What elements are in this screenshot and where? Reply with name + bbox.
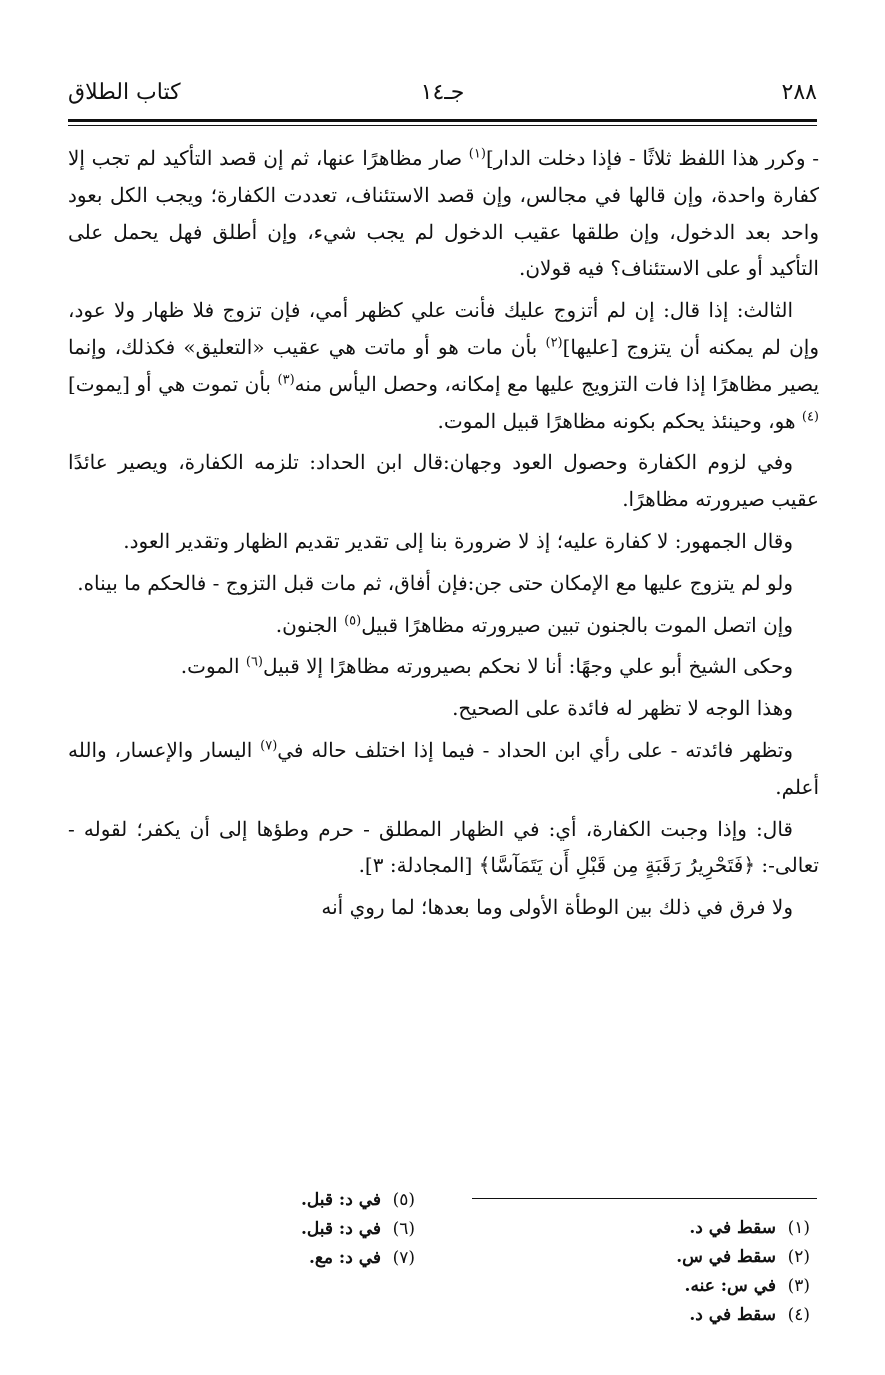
paragraph: [68, 292, 819, 439]
paragraph-text: صار مظاهرًا عنها، ثم إن قصد التأكيد لم تجب إلا كفارة واحدة، وإن قالها في مجالس، وإن قصد الاستئناف، تعددت الكفارة؛ ويجب الكل بعود واحد بعد الدخول، وإن طلقها عقيب الدخول لم يجب شيء، وإن أطلق فهل يحمل على التأكيد أو على الاستئناف؟ فيه قولان.: [68, 146, 819, 281]
paragraph: [68, 690, 819, 727]
footnote-ref: (٧): [260, 738, 278, 754]
footnote-text: في س: عنه.: [684, 1276, 776, 1296]
footnote-text: سقط في س.: [676, 1247, 776, 1267]
footnote: [510, 1272, 810, 1301]
footnote-number: (٧): [392, 1248, 415, 1268]
paragraph: [68, 523, 819, 560]
paragraph-text: وحكى الشيخ أبو علي وجهًا: أنا لا نحكم بصيرورته مظاهرًا إلا قبيل: [263, 654, 793, 679]
footnote-number: (١): [787, 1218, 810, 1238]
footnotes-left-column: [175, 1186, 415, 1273]
footnote-number: (٤): [787, 1305, 810, 1325]
footnote-number: (٥): [392, 1190, 415, 1210]
paragraph: [68, 889, 819, 926]
footnote: [175, 1215, 415, 1244]
footnote-ref: (١): [468, 146, 486, 162]
paragraph-text: ولو لم يتزوج عليها مع الإمكان حتى جن:فإن أفاق، ثم مات قبل التزوج - فالحكم ما بيناه.: [77, 570, 793, 595]
footnote: [510, 1243, 810, 1272]
paragraph-text: بأن مات هو أو ماتت هي عقيب «التعليق» فكذلك، وإنما يصير مظاهرًا إذا فات التزويج عليها مع إمكانه، وحصل اليأس منه: [68, 334, 820, 396]
paragraph-text: وهذا الوجه لا تظهر له فائدة على الصحيح.: [452, 696, 793, 721]
footnote-text: سقط في د.: [689, 1218, 776, 1238]
paragraph-text: قال: وإذا وجبت الكفارة، أي: في الظهار المطلق - حرم وطؤها إلى أن يكفر؛ لقوله - تعالى-: ﴿فَتَحْرِيرُ رَقَبَةٍ مِن قَبْلِ أَن يَتَمَآسَّا﴾ [المجادلة: ٣].: [68, 816, 819, 878]
paragraph: [68, 811, 819, 885]
page-number: ٢٨٨: [781, 80, 817, 105]
footnote-rule: [472, 1198, 817, 1199]
footnote-text: في د: قبل.: [300, 1219, 381, 1239]
footnote-ref: (٤): [801, 408, 819, 424]
footnote-number: (٦): [392, 1219, 415, 1239]
footnote-ref: (٦): [245, 654, 263, 670]
footnotes-right-column: [510, 1214, 810, 1330]
paragraph: [68, 648, 819, 685]
paragraph: [68, 732, 819, 806]
paragraph-text: وفي لزوم الكفارة وحصول العود وجهان:قال ابن الحداد: تلزمه الكفارة، ويصير عائدًا عقيب صيرورته مظاهرًا.: [68, 450, 819, 512]
footnote-ref: (٣): [277, 372, 295, 388]
header-rule-thin: [68, 125, 817, 126]
paragraph-text: وإن اتصل الموت بالجنون تبين صيرورته مظاهرًا قبيل: [361, 612, 793, 637]
paragraph-text: هو، وحينئذ يحكم بكونه مظاهرًا قبيل الموت.: [437, 408, 802, 433]
main-text: [68, 140, 819, 931]
footnote-text: سقط في د.: [689, 1305, 776, 1325]
footnote: [175, 1186, 415, 1215]
volume-label: جـ١٤: [420, 80, 465, 105]
footnote-ref: (٢): [545, 335, 563, 351]
footnote-text: في د: قبل.: [300, 1190, 381, 1210]
footnote-ref: (٥): [344, 612, 362, 628]
paragraph: [68, 444, 819, 518]
footnote: [175, 1244, 415, 1273]
paragraph-text: اليسار والإعسار، والله أعلم.: [68, 737, 819, 799]
paragraph-text: الثالث: إذا قال: إن لم أتزوج عليك فأنت علي كظهر أمي، فإن تزوج فلا ظهار ولا عود، وإن لم يمكنه أن يتزوج [عليها]: [68, 298, 819, 359]
paragraph-text: - وكرر هذا اللفظ ثلاثًا - فإذا دخلت الدار]: [485, 146, 819, 170]
paragraph: [68, 140, 819, 287]
footnote-text: في د: مع.: [308, 1248, 381, 1268]
footnote: [510, 1214, 810, 1243]
paragraph-text: الجنون.: [275, 612, 345, 637]
paragraph-text: الموت.: [180, 654, 246, 679]
paragraph-text: وتظهر فائدته - على رأي ابن الحداد - فيما إذا اختلف حاله في: [277, 737, 794, 762]
footnote: [510, 1301, 810, 1330]
footnote-number: (٢): [787, 1247, 810, 1267]
paragraph-text: ولا فرق في ذلك بين الوطأة الأولى وما بعدها؛ لما روي أنه: [321, 895, 793, 920]
book-title: كتاب الطلاق: [68, 80, 181, 105]
paragraph-text: وقال الجمهور: لا كفارة عليه؛ إذ لا ضرورة بنا إلى تقدير تقديم الظهار وتقدير العود.: [123, 528, 793, 553]
paragraph: [68, 565, 819, 602]
footnote-number: (٣): [787, 1276, 810, 1296]
paragraph-text: بأن تموت هي أو [يموت]: [68, 371, 278, 396]
running-header: [68, 80, 817, 112]
header-rule-thick: [68, 119, 817, 122]
paragraph: [68, 607, 819, 644]
